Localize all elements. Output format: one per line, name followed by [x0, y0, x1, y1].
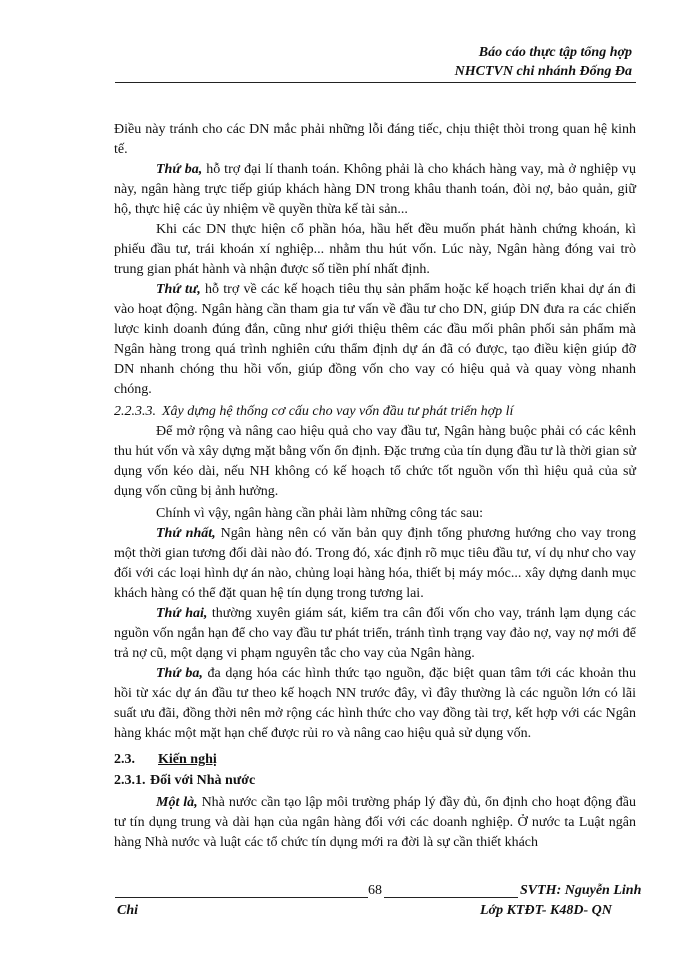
subsection-heading	[114, 771, 255, 791]
subsection-number: 2.2.3.3.	[114, 404, 156, 419]
footer-author: SVTH: Nguyễn Linh	[520, 883, 642, 898]
paragraph-text: Ngân hàng nên có văn bản quy định tổng phương hướng cho vay trong một thời gian tương đối dài nào đó. Trong đó, xác định rõ mục tiêu đầu tư, ví dụ như cho vay đối với các loại hình dự án nào, chủng loại hàng hóa, thiết bị máy móc... xây dựng danh mục khách hàng có thể đặt quan hệ tín dụng trong tương lai.	[114, 526, 637, 601]
paragraph	[114, 793, 636, 853]
paragraph-text: đa dạng hóa các hình thức tạo nguồn, đặc biệt quan tâm tới các khoản thu hồi từ xác dự án đầu tư theo kế hoạch NN trước đây, vì đây thường là các nguồn lớn có lãi suất ưu đãi, đồng thời nên mở rộng các hình thức cho vay đồng tài trợ, kết hợp với các Ngân hàng khác một mặt hạn chế được rủi ro và nâng cao hiệu quả sử dụng vốn.	[114, 666, 636, 741]
paragraph-label: Thứ ba,	[156, 666, 203, 681]
paragraph-text: Nhà nước cần tạo lập môi trường pháp lý đầy đủ, ổn định cho hoạt động đầu tư tín dụng trung và dài hạn của ngân hàng đối với các doanh nghiệp. Ở nước ta Luật ngân hàng Nhà nước và luật các tổ chức tín dụng mới ra đời là sự cần thiết khách	[114, 795, 636, 850]
paragraph-label: Thứ hai,	[156, 606, 208, 621]
paragraph	[114, 160, 636, 220]
subsection-heading	[114, 402, 636, 422]
body-text-2	[114, 793, 636, 853]
subsection-title: Đối với Nhà nước	[150, 773, 256, 788]
paragraph	[114, 604, 636, 664]
section-heading	[114, 750, 217, 770]
footer-author-cont: Chi	[117, 903, 139, 918]
footer-divider	[384, 897, 518, 898]
body-text	[114, 120, 636, 744]
paragraph	[114, 664, 636, 744]
section-number: 2.3.	[114, 752, 135, 767]
header-title: Báo cáo thực tập tổng hợp	[478, 45, 632, 60]
paragraph-label: Thứ nhất,	[156, 526, 216, 541]
subsection-title: Xây dựng hệ thống cơ cấu cho vay vốn đầu tư phát triển hợp lí	[162, 404, 514, 419]
paragraph-text: thường xuyên giám sát, kiểm tra cân đối vốn cho vay, tránh lạm dụng các nguồn vốn ngắn hạn để cho vay đầu tư phát triển, tránh tình trạng vay đảo nợ, vay nợ mới để trả nợ cũ, một dạng vi phạm nguyên tắc cho vay của Ngân hàng.	[114, 606, 636, 661]
paragraph: Chính vì vậy, ngân hàng cần phải làm những công tác sau:	[156, 506, 484, 521]
header-subtitle: NHCTVN chi nhánh Đống Đa	[454, 64, 632, 79]
section-title: Kiến nghị	[158, 752, 217, 767]
subsection-number: 2.3.1.	[114, 773, 146, 788]
footer-divider	[115, 897, 368, 898]
paragraph: Để mở rộng và nâng cao hiệu quả cho vay đầu tư, Ngân hàng buộc phải có các kênh thu hút vốn và xây dựng mặt bằng vốn ổn định. Đặc trưng của tín dụng đầu tư là thời gian sử dụng vốn kéo dài, nếu NH không có kế hoạch tổ chức tốt nguồn vốn thì hiệu quả của sử dụng vốn cũng bị ảnh hưởng.	[114, 424, 636, 499]
paragraph	[114, 280, 636, 400]
paragraph-text: hỗ trợ đại lí thanh toán. Không phải là cho khách hàng vay, mà ở nghiệp vụ này, ngân hàng trực tiếp giúp khách hàng DN trong khâu thanh toán, đòi nợ, bảo quản, giữ hộ, thực hiệ các ủy nhiệm về quyền thừa kế tài sản...	[114, 162, 636, 217]
header-divider	[115, 82, 636, 83]
paragraph-text: hỗ trợ về các kế hoạch tiêu thụ sản phẩm hoặc kế hoạch triển khai dự án đi vào hoạt động. Ngân hàng cần tham gia tư vấn về đầu tư cho DN, giúp DN đưa ra các chiến lược kinh doanh đúng đắn, cũng như giới thiệu thêm các đầu mối phân phối sản phẩm mà Ngân hàng trong quá trình nghiên cứu thẩm định dự án đã có được, tạo điều kiện giúp đỡ DN nhanh chóng thu hồi vốn, giúp đồng vốn cho vay có hiệu quả và quay vòng nhanh chóng.	[114, 282, 636, 397]
paragraph-label: Một là,	[156, 795, 198, 810]
paragraph: Khi các DN thực hiện cổ phần hóa, hầu hết đều muốn phát hành chứng khoán, kì phiếu đầu tư, trái khoán xí nghiệp... nhằm thu hút vốn. Lúc này, Ngân hàng đóng vai trò trung gian phát hành và nhận được số tiền phí nhất định.	[114, 222, 636, 277]
paragraph	[114, 524, 636, 604]
paragraph: Điều này tránh cho các DN mắc phải những lỗi đáng tiếc, chịu thiệt thòi trong quan hệ kinh tế.	[114, 122, 636, 157]
page-number: 68	[368, 883, 382, 898]
paragraph-label: Thứ ba,	[156, 162, 203, 177]
paragraph-label: Thứ tư,	[156, 282, 201, 297]
footer-class: Lớp KTĐT- K48D- QN	[480, 903, 612, 918]
